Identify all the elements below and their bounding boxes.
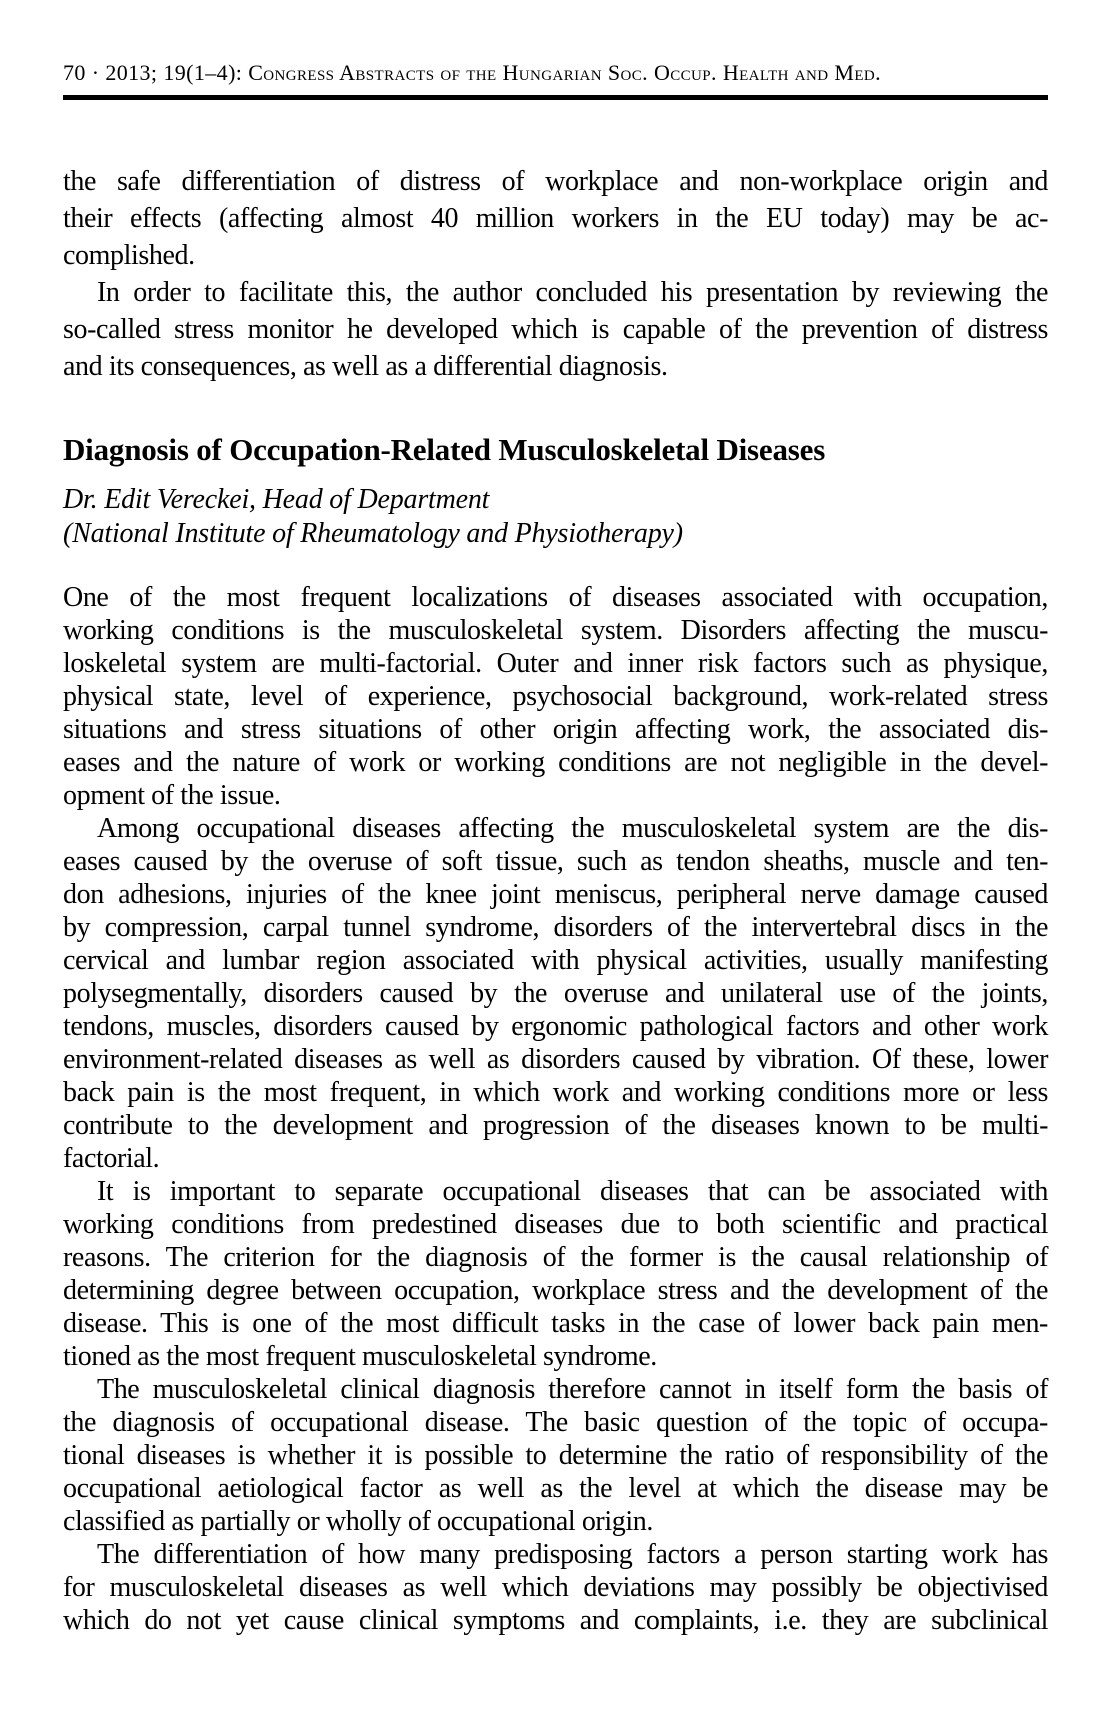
author-name-line: Dr. Edit Vereckei, Head of Department (63, 484, 490, 515)
text-line: tional diseases is whether it is possible to determine the ratio of responsibility of the (63, 1440, 1048, 1471)
text-line: and its consequences, as well as a differential diagnosis. (63, 351, 668, 382)
text-line: classified as partially or wholly of occupational origin. (63, 1506, 653, 1537)
continuation-section (63, 163, 1048, 385)
text-line: The musculoskeletal clinical diagnosis therefore cannot in itself form the basis of (97, 1374, 1048, 1405)
text-line: polysegmentally, disorders caused by the overuse and unilateral use of the joints, (63, 978, 1048, 1009)
text-line: reasons. The criterion for the diagnosis of the former is the causal relationship of (63, 1242, 1048, 1273)
page-body (63, 163, 1048, 1637)
text-line: the safe differentiation of distress of workplace and non-workplace origin and (63, 166, 1048, 197)
text-line: factorial. (63, 1143, 160, 1174)
paragraph (63, 1373, 1048, 1538)
abstract-authors (63, 483, 1048, 551)
text-line: cervical and lumbar region associated with physical activities, usually manifesting (63, 945, 1048, 976)
author-affiliation-line: (National Institute of Rheumatology and Physiotherapy) (63, 518, 683, 549)
text-line: disease. This is one of the most difficult tasks in the case of lower back pain men- (63, 1308, 1048, 1339)
text-line: the diagnosis of occupational disease. The basic question of the topic of occupa- (63, 1407, 1048, 1438)
text-line: contribute to the development and progression of the diseases known to be multi- (63, 1110, 1048, 1141)
text-line: One of the most frequent localizations of diseases associated with occupation, (63, 582, 1048, 613)
text-line: their effects (affecting almost 40 million workers in the EU today) may be ac- (63, 203, 1048, 234)
text-line: loskeletal system are multi-factorial. Outer and inner risk factors such as physique, (63, 648, 1048, 679)
text-line: eases and the nature of work or working conditions are not negligible in the devel- (63, 747, 1048, 778)
paragraph (63, 581, 1048, 812)
text-line: opment of the issue. (63, 780, 281, 811)
text-line: In order to facilitate this, the author concluded his presentation by reviewing the (97, 277, 1048, 308)
page-header (63, 60, 1048, 100)
running-head-text: 70 · 2013; 19(1–4): Congress Abstracts of the Hungarian Soc. Occup. Health and Med. (63, 60, 882, 85)
text-line: The differentiation of how many predisposing factors a person starting work has (97, 1539, 1048, 1570)
text-line: situations and stress situations of other origin affecting work, the associated dis- (63, 714, 1048, 745)
abstract-title: Diagnosis of Occupation-Related Musculoskeletal Diseases (63, 432, 826, 467)
text-line: so-called stress monitor he developed which is capable of the prevention of distress (63, 314, 1048, 345)
text-line: working conditions from predestined diseases due to both scientific and practical (63, 1209, 1048, 1240)
text-line: It is important to separate occupational diseases that can be associated with (97, 1176, 1048, 1207)
text-line: tioned as the most frequent musculoskeletal syndrome. (63, 1341, 657, 1372)
text-line: physical state, level of experience, psychosocial background, work-related stress (63, 681, 1048, 712)
text-line: back pain is the most frequent, in which work and working conditions more or less (63, 1077, 1048, 1108)
text-line: determining degree between occupation, workplace stress and the development of the (63, 1275, 1048, 1306)
paragraph (63, 1175, 1048, 1373)
paragraph (63, 1538, 1048, 1637)
text-line: complished. (63, 240, 195, 271)
text-line: don adhesions, injuries of the knee joint meniscus, peripheral nerve damage caused (63, 879, 1048, 910)
paragraph (63, 163, 1048, 274)
text-line: for musculoskeletal diseases as well which deviations may possibly be objectivised (63, 1572, 1048, 1603)
text-line: by compression, carpal tunnel syndrome, disorders of the intervertebral discs in the (63, 912, 1048, 943)
text-line: environment-related diseases as well as disorders caused by vibration. Of these, lower (63, 1044, 1048, 1075)
text-line: which do not yet cause clinical symptoms and complaints, i.e. they are subclinical (63, 1605, 1048, 1636)
text-line: tendons, muscles, disorders caused by ergonomic pathological factors and other work (63, 1011, 1048, 1042)
text-line: occupational aetiological factor as well as the level at which the disease may be (63, 1473, 1048, 1504)
text-line: eases caused by the overuse of soft tissue, such as tendon sheaths, muscle and ten- (63, 846, 1048, 877)
header-rule (63, 95, 1048, 100)
abstract-body-section (63, 581, 1048, 1637)
paragraph (63, 274, 1048, 385)
text-line: working conditions is the musculoskeletal system. Disorders affecting the muscu- (63, 615, 1048, 646)
paragraph (63, 812, 1048, 1175)
text-line: Among occupational diseases affecting the musculoskeletal system are the dis- (97, 813, 1048, 844)
